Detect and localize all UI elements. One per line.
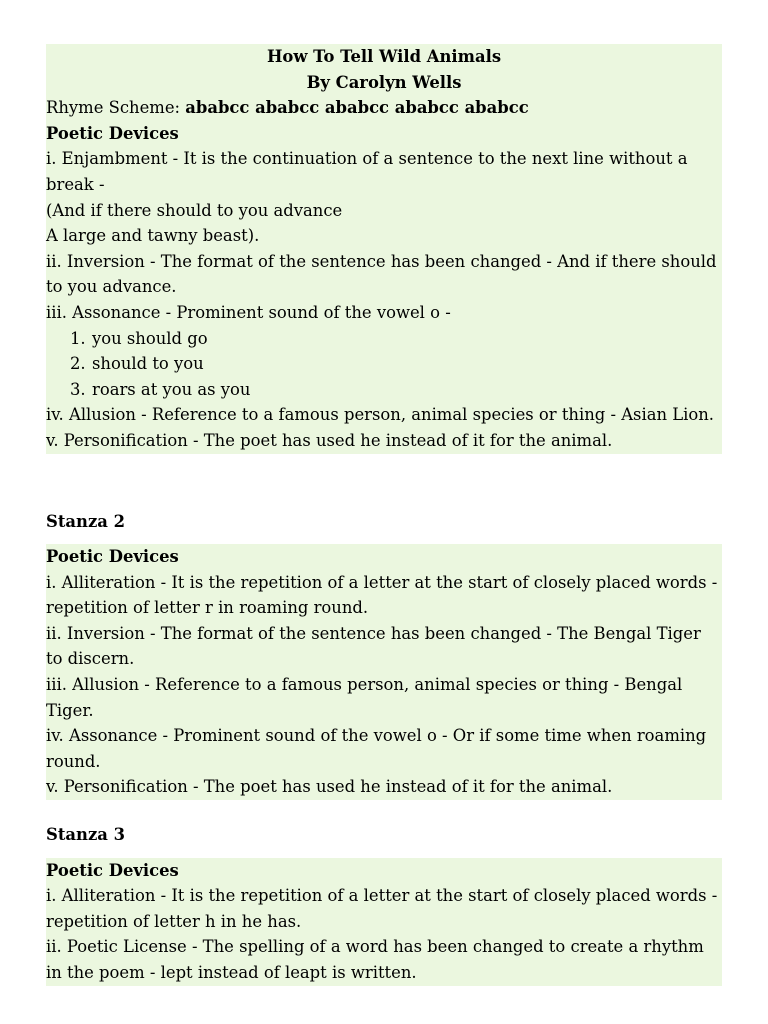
stanza-3-device-line: ii. Poetic License - The spelling of a word has been changed to create a rhythm in the poem - lept instead of leapt is written. (46, 937, 704, 982)
stanza-3-heading: Stanza 3 (46, 825, 125, 845)
stanza-1-device-line: iv. Allusion - Reference to a famous person, animal species or thing - Asian Lion. (46, 405, 715, 425)
list-text: roars at you as you (92, 379, 251, 399)
stanza-2-device-line: iii. Allusion - Reference to a famous person, animal species or thing - Bengal Tiger. (46, 675, 683, 720)
list-item (46, 377, 722, 403)
rhyme-scheme-value: ababcc ababcc ababcc ababcc ababcc (185, 98, 529, 118)
stanza-1-device-line: iii. Assonance - Prominent sound of the vowel o - (46, 302, 451, 322)
list-text: you should go (92, 328, 208, 348)
stanza-1-device-line: i. Enjambment - It is the continuation of a sentence to the next line without a break - (46, 149, 688, 194)
list-number: 1. (70, 328, 86, 348)
stanza-2-devices-heading: Poetic Devices (46, 547, 179, 567)
list-text: should to you (92, 354, 204, 374)
stanza-1-quote-line: A large and tawny beast). (46, 226, 260, 246)
stanza-2-block (46, 544, 722, 800)
stanza-1-device-line: ii. Inversion - The format of the sentence has been changed - And if there should to you advance. (46, 251, 717, 297)
stanza-3-device-line: i. Alliteration - It is the repetition of a letter at the start of closely placed words - repetition of letter h in he has. (46, 886, 718, 931)
stanza-3-block (46, 858, 722, 986)
stanza-3-devices-heading: Poetic Devices (46, 860, 179, 880)
list-item (46, 351, 722, 377)
stanza-1-device-line: v. Personification - The poet has used he instead of it for the animal. (46, 430, 613, 450)
poem-author: By Carolyn Wells (306, 72, 462, 92)
list-number: 2. (70, 354, 86, 374)
stanza-2-device-line: iv. Assonance - Prominent sound of the vowel o - Or if some time when roaming round. (46, 726, 707, 771)
stanza-2-device-line: i. Alliteration - It is the repetition of a letter at the start of closely placed words - repetition of letter r in roaming round. (46, 572, 718, 618)
stanza-1-devices-heading: Poetic Devices (46, 123, 179, 143)
stanza-2-heading: Stanza 2 (46, 511, 125, 531)
rhyme-scheme (46, 95, 722, 121)
document-page (46, 44, 722, 986)
list-item (46, 326, 722, 352)
stanza-1-block (46, 44, 722, 454)
rhyme-scheme-label: Rhyme Scheme: (46, 98, 186, 118)
poem-title: How To Tell Wild Animals (266, 47, 502, 66)
stanza-1-quote-line: (And if there should to you advance (46, 200, 343, 220)
stanza-2-device-line: v. Personification - The poet has used he instead of it for the animal. (46, 777, 613, 797)
list-number: 3. (70, 379, 86, 399)
stanza-2-device-line: ii. Inversion - The format of the sentence has been changed - The Bengal Tiger to discern. (46, 623, 701, 669)
